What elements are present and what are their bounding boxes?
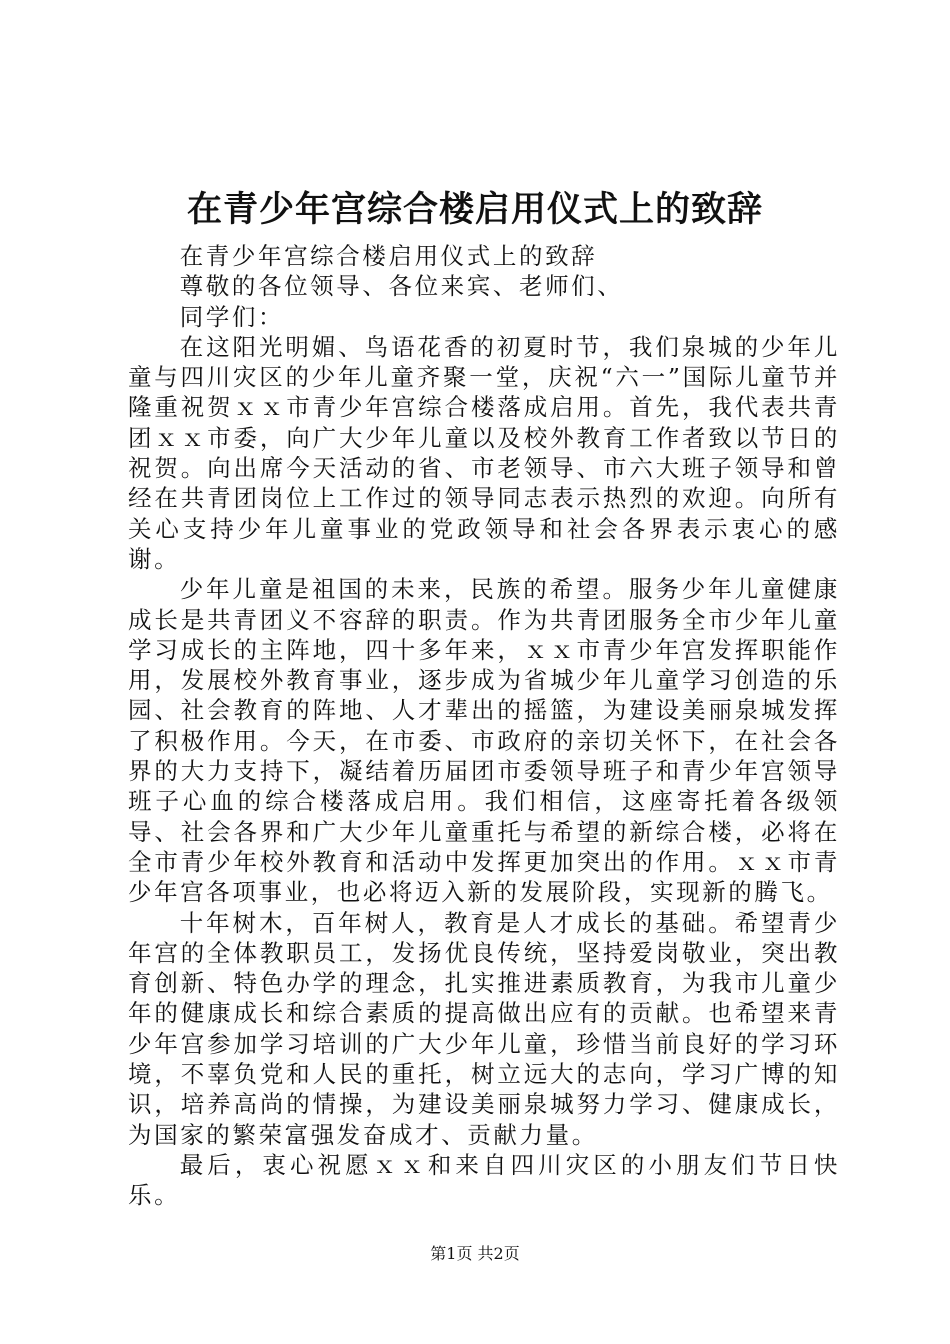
salutation-line: 同学们：	[179, 302, 285, 331]
closing-paragraph: 最后，衷心祝愿ｘｘ和来自四川灾区的小朋友们节日快乐。	[128, 1150, 840, 1210]
body-paragraph: 少年儿童是祖国的未来，民族的希望。服务少年儿童健康成长是共青团义不容辞的职责。作为共青团服务全市少年儿童学习成长的主阵地，四十多年来，ｘｘ市青少年宫发挥职能作用，发展校外教育事业，逐步成为省城少年儿童学习创造的乐园、社会教育的阵地、人才辈出的摇篮，为建设美丽泉城发挥了积极作用。今天，在市委、市政府的亲切关怀下，在社会各界的大力支持下，凝结着历届团市委领导班子和青少年宫领导班子心血的综合楼落成启用。我们相信，这座寄托着各级领导、社会各界和广大少年儿童重托与希望的新综合楼，必将在全市青少年校外教育和活动中发挥更加突出的作用。ｘｘ市青少年宫各项事业，也必将迈入新的发展阶段，实现新的腾飞。	[128, 575, 840, 907]
page-title: 在青少年宫综合楼启用仪式上的致辞	[186, 189, 763, 230]
page-footer: 第1页 共2页	[430, 1244, 520, 1263]
salutation-line: 尊敬的各位领导、各位来宾、老师们、	[179, 272, 624, 301]
document-body	[128, 241, 840, 1211]
body-paragraph: 在这阳光明媚、鸟语花香的初夏时节，我们泉城的少年儿童与四川灾区的少年儿童齐聚一堂，庆祝“六一”国际儿童节并隆重祝贺ｘｘ市青少年宫综合楼落成启用。首先，我代表共青团ｘｘ市委，向广大少年儿童以及校外教育工作者致以节日的祝贺。向出席今天活动的省、市老领导、市六大班子领导和曾经在共青团岗位上工作过的领导同志表示热烈的欢迎。向所有关心支持少年儿童事业的党政领导和社会各界表示衷心的感谢。	[128, 332, 840, 573]
subtitle-paragraph: 在青少年宫综合楼启用仪式上的致辞	[179, 242, 598, 270]
body-paragraph: 十年树木，百年树人，教育是人才成长的基础。希望青少年宫的全体教职员工，发扬优良传统，坚持爱岗敬业，突出教育创新、特色办学的理念，扎实推进素质教育，为我市儿童少年的健康成长和综合素质的提高做出应有的贡献。也希望来青少年宫参加学习培训的广大少年儿童，珍惜当前良好的学习环境，不辜负党和人民的重托，树立远大的志向，学习广博的知识，培养高尚的情操，为建设美丽泉城努力学习、健康成长，为国家的繁荣富强发奋成才、贡献力量。	[128, 908, 840, 1149]
